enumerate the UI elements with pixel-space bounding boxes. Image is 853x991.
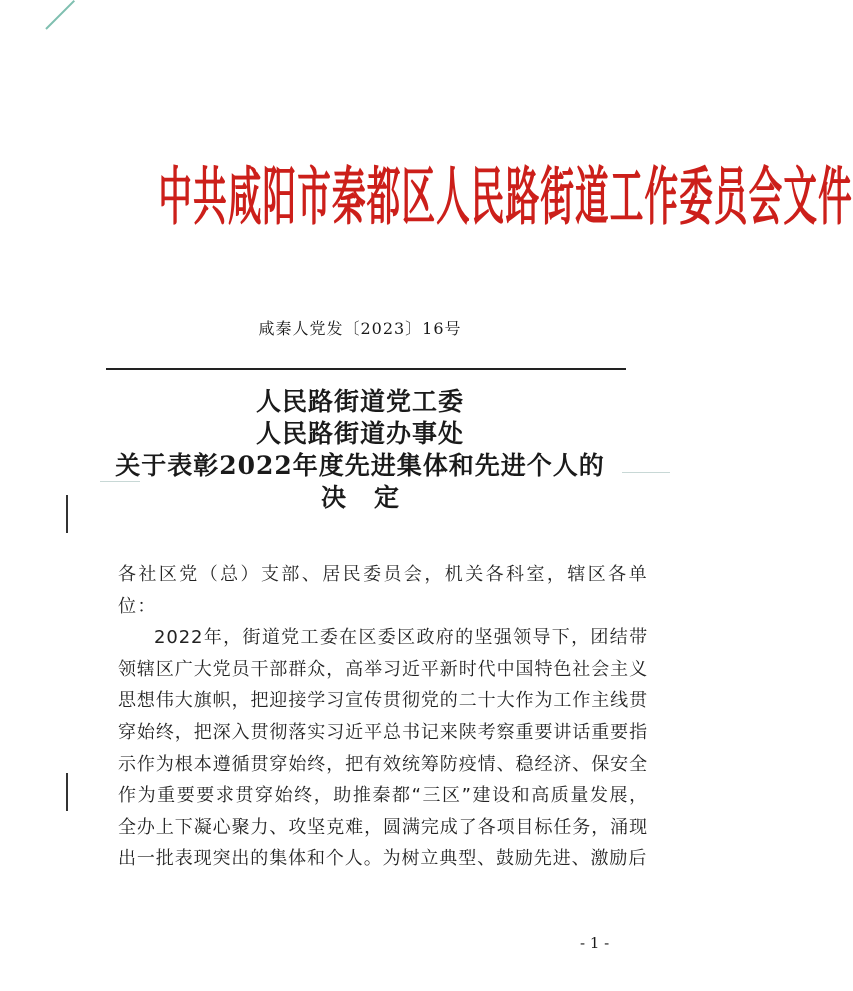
page-number: - 1 - — [580, 934, 610, 952]
binding-margin-mark — [66, 773, 68, 811]
header-separator-rule — [106, 368, 626, 370]
title-line-office: 人民路街道办事处 — [255, 419, 464, 448]
title-line-decision: 决定 — [320, 483, 427, 512]
document-body — [118, 559, 648, 875]
title-line-subject: 关于表彰2022年度先进集体和先进个人的 — [115, 451, 605, 480]
scan-mark — [45, 0, 75, 30]
decision-title — [0, 386, 720, 514]
salutation: 各社区党（总）支部、居民委员会，机关各科室，辖区各单位： — [118, 564, 648, 617]
body-paragraph: 2022年，街道党工委在区委区政府的坚强领导下，团结带领辖区广大党员干部群众，高举习近平新时代中国特色社会主义思想伟大旗帜，把迎接学习宣传贯彻党的二十大作为工作主线贯穿始终，把深入贯彻落实习近平总书记来陕考察重要讲话重要指示作为根本遵循贯穿始终，把有效统筹防疫情、稳经济、保安全作为重要要求贯穿始终，助推秦都“三区”建设和高质量发展，全办上下凝心聚力、攻坚克难，圆满完成了各项目标任务，涌现出一批表现突出的集体和个人。为树立典型、鼓励先进、激励后 — [118, 627, 648, 870]
title-line-committee: 人民路街道党工委 — [255, 387, 464, 416]
document-header-title: 中共咸阳市秦都区人民路街道工作委员会文件 — [158, 160, 853, 234]
document-number: 咸秦人党发〔2023〕16号 — [258, 319, 462, 338]
